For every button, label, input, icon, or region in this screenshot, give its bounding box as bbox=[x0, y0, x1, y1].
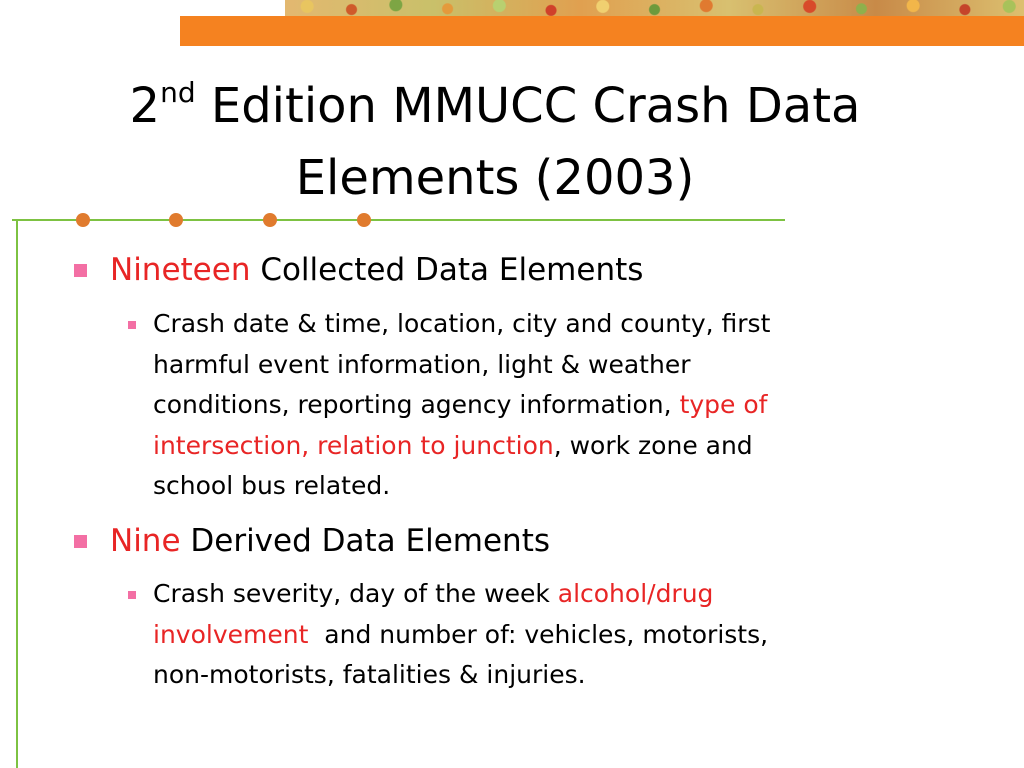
left-margin-rule bbox=[16, 219, 18, 768]
title-ordinal-suffix: nd bbox=[160, 76, 196, 109]
bullet-text: Derived Data Elements bbox=[180, 523, 551, 559]
sub-bullet-text: Crash severity, day of the week bbox=[153, 579, 558, 608]
sub-bullet-highlight: alcohol/drug bbox=[557, 579, 714, 608]
header-accent-bar bbox=[180, 16, 1024, 46]
sub-bullet-line: Crash date & time, location, city and county, first bbox=[153, 309, 771, 338]
sub-bullet-text: and number of: vehicles, motorists, bbox=[308, 619, 769, 649]
divider-dot-4 bbox=[357, 213, 371, 227]
bullet-text: Collected Data Elements bbox=[250, 252, 644, 288]
sub-bullet-highlight: type of bbox=[679, 390, 768, 419]
divider-dot-3 bbox=[263, 213, 277, 227]
title-number: 2 bbox=[129, 78, 161, 134]
sub-bullet-line: non-motorists, fatalities & injuries. bbox=[153, 660, 586, 689]
sub-bullet-text: conditions, reporting agency information, bbox=[153, 390, 680, 419]
sub-bullet-highlight: intersection, relation to junction bbox=[153, 430, 554, 460]
sub-bullet-highlight: involvement bbox=[153, 619, 309, 649]
divider-dot-1 bbox=[76, 213, 90, 227]
bullet-highlight: Nine bbox=[110, 523, 181, 559]
slide-title bbox=[30, 70, 960, 214]
sub-bullet-line: school bus related. bbox=[153, 471, 391, 500]
title-text: Edition MMUCC Crash Data bbox=[195, 78, 861, 134]
sub-bullet-line: harmful event information, light & weather bbox=[153, 349, 691, 379]
sub-bullet-collected-detail bbox=[128, 304, 908, 507]
floral-header-image bbox=[285, 0, 1024, 16]
sub-bullet-derived-detail bbox=[128, 574, 908, 696]
bullet-highlight: Nineteen bbox=[110, 252, 251, 288]
divider-dot-2 bbox=[169, 213, 183, 227]
sub-bullet-text: , work zone and bbox=[553, 430, 753, 460]
title-text-line2: Elements (2003) bbox=[295, 150, 695, 206]
title-divider-rule bbox=[12, 219, 785, 221]
